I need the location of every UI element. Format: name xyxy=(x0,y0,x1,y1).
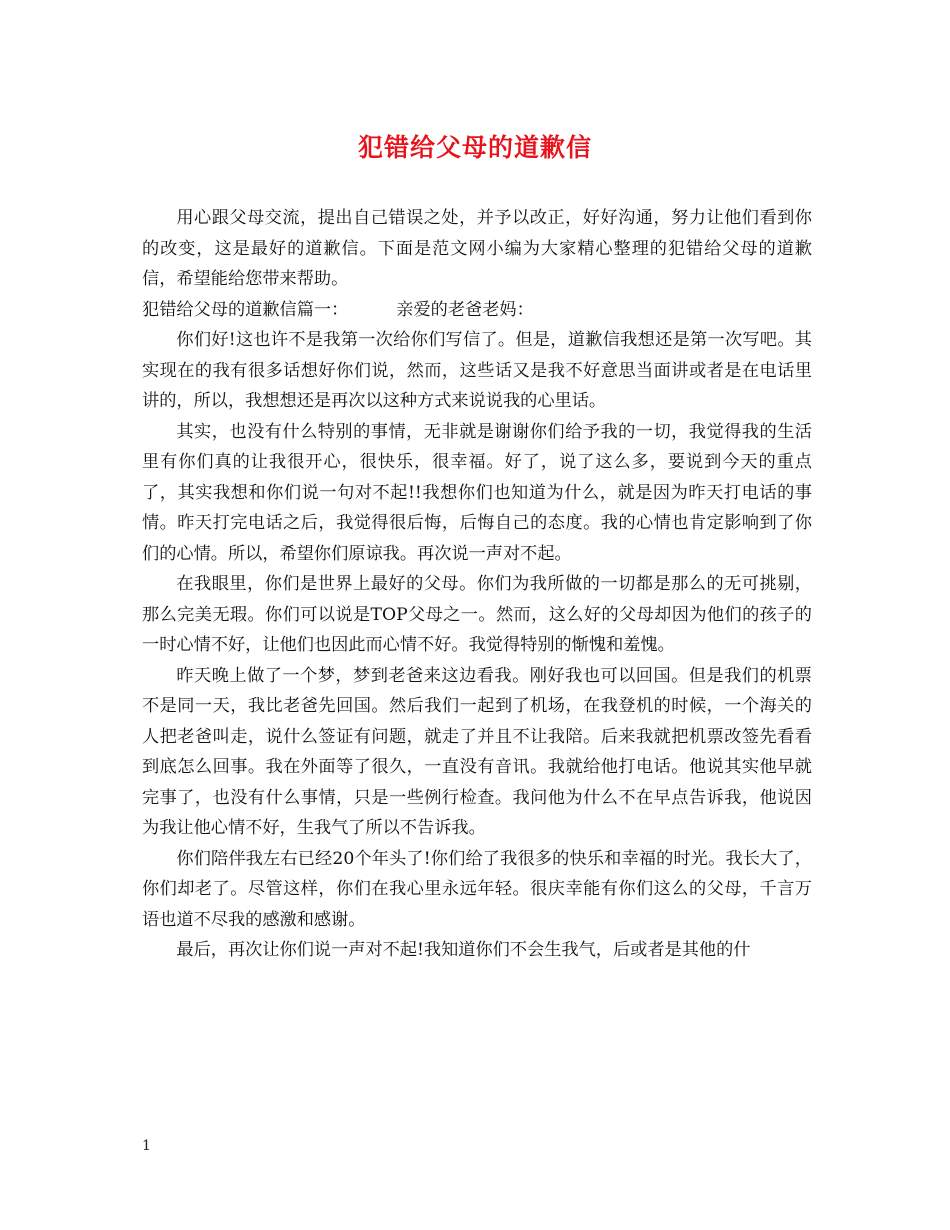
document-title: 犯错给父母的道歉信 xyxy=(357,133,592,162)
salutation: 亲爱的老爸老妈： xyxy=(396,299,534,320)
body-paragraph-3: 在我眼里，你们是世界上最好的父母。你们为我所做的一切都是那么的无可挑剔，那么完美无瑕。你们可以说是TOP父母之一。然而，这么好的父母却因为他们的孩子的一时心情不好，让他们也因此而心情不好。我觉得特别的惭愧和羞愧。 xyxy=(142,574,812,655)
body-paragraph-1: 你们好!这也许不是我第一次给你们写信了。但是，道歉信我想还是第一次写吧。其实现在的我有很多话想好你们说，然而，这些话又是我不好意思当面讲或者是在电话里讲的，所以，我想想还是再次以这种方式来说说我的心里话。 xyxy=(142,330,812,411)
document-body xyxy=(142,203,812,966)
body-paragraph-5: 你们陪伴我左右已经20个年头了!你们给了我很多的快乐和幸福的时光。我长大了，你们却老了。尽管这样，你们在我心里永远年轻。很庆幸能有你们这么的父母，千言万语也道不尽我的感激和感谢。 xyxy=(142,848,812,930)
body-paragraph-4: 昨天晚上做了一个梦，梦到老爸来这边看我。刚好我也可以回国。但是我们的机票不是同一天，我比老爸先回国。然后我们一起到了机场，在我登机的时候，一个海关的人把老爸叫走，说什么签证有问题，就走了并且不让我陪。后来我就把机票改签先看看到底怎么回事。我在外面等了很久，一直没有音讯。我就给他打电话。他说其实他早就完事了，也没有什么事情，只是一些例行检查。我问他为什么不在早点告诉我，他说因为我让他心情不好，生我气了所以不告诉我。 xyxy=(142,665,812,838)
body-paragraph-6: 最后，再次让你们说一声对不起!我知道你们不会生我气，后或者是其他的什 xyxy=(176,940,751,960)
page-number: 1 xyxy=(142,1138,151,1154)
section-heading: 犯错给父母的道歉信篇一： xyxy=(142,299,349,320)
intro-paragraph: 用心跟父母交流，提出自己错误之处，并予以改正，好好沟通，努力让他们看到你的改变，这是最好的道歉信。下面是范文网小编为大家精心整理的犯错给父母的道歉信，希望能给您带来帮助。 xyxy=(142,208,812,289)
section-heading-line xyxy=(142,295,812,326)
body-paragraph-2: 其实，也没有什么特别的事情，无非就是谢谢你们给予我的一切，我觉得我的生活里有你们真的让我很开心，很快乐，很幸福。好了，说了这么多，要说到今天的重点了，其实我想和你们说一句对不起!!我想你们也知道为什么，就是因为昨天打电话的事情。昨天打完电话之后，我觉得很后悔，后悔自己的态度。我的心情也肯定影响到了你们的心情。所以，希望你们原谅我。再次说一声对不起。 xyxy=(142,421,812,564)
